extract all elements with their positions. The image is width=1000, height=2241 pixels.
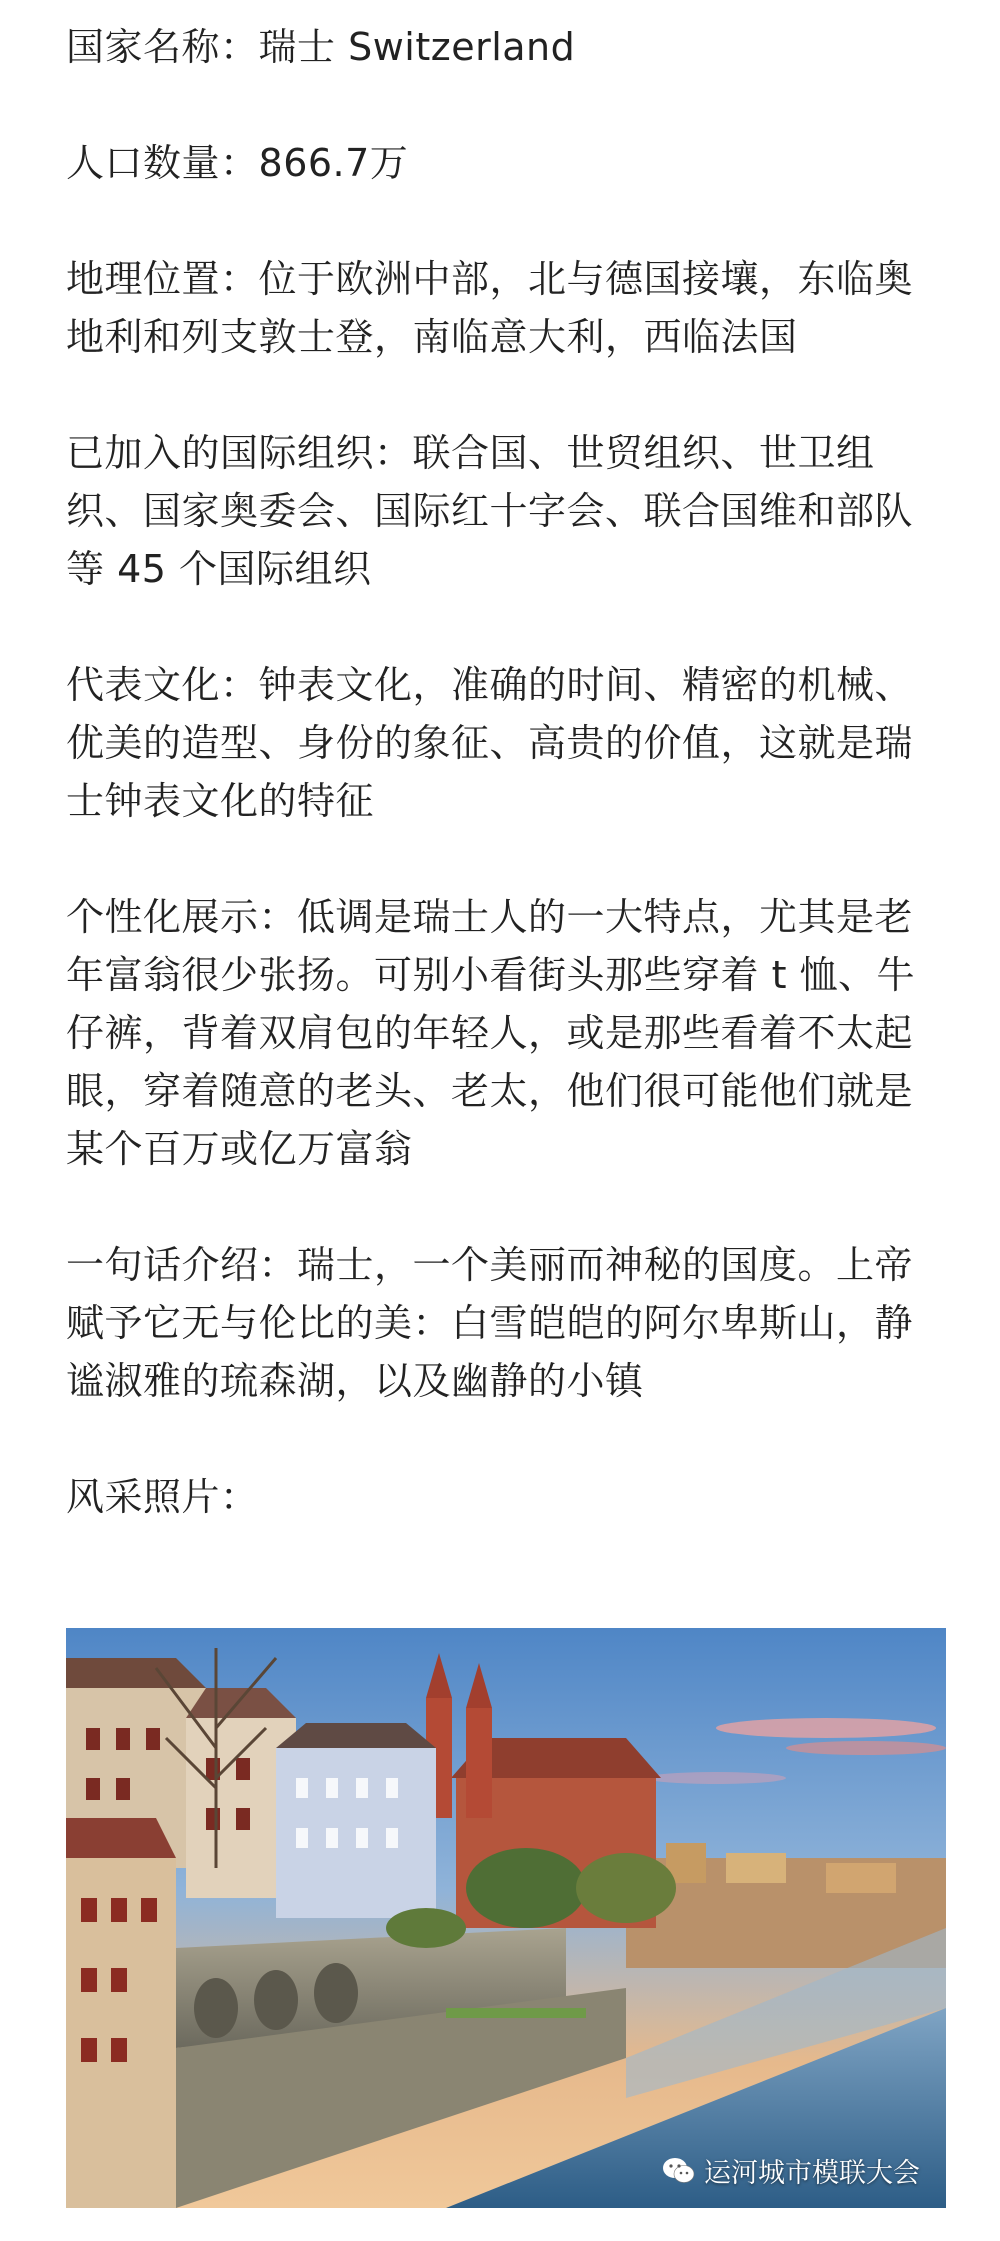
section-label: 一句话介绍： [66, 1243, 298, 1287]
section-label: 人口数量： [66, 141, 259, 185]
section-country-name [66, 18, 946, 76]
section-label: 个性化展示： [66, 895, 298, 939]
wechat-icon [662, 2156, 696, 2186]
section-personality [66, 888, 946, 1178]
section-photos [66, 1468, 946, 1526]
section-location [66, 250, 946, 366]
section-text: 联合国、世贸组织、世卫组织、国家奥委会、国际红十字会、联合国维和部队等 45 个国际组织 [66, 431, 914, 591]
section-population [66, 134, 946, 192]
article-body [66, 18, 946, 1584]
watermark-text: 运河城市模联大会 [704, 2158, 920, 2189]
section-label: 地理位置： [66, 257, 259, 301]
section-text: 瑞士 Switzerland [258, 25, 576, 69]
section-label: 风采照片： [66, 1475, 259, 1519]
section-one-sentence [66, 1236, 946, 1410]
section-text: 低调是瑞士人的一大特点，尤其是老年富翁很少张扬。可别小看街头那些穿着 t 恤、牛仔裤，背着双肩包的年轻人，或是那些看着不太起眼，穿着随意的老头、老太，他们很可能他们就是某个百万或亿万富翁 [66, 895, 916, 1171]
section-text: 钟表文化，准确的时间、精密的机械、优美的造型、身份的象征、高贵的价值，这就是瑞士钟表文化的特征 [66, 663, 914, 823]
section-organizations [66, 424, 946, 598]
section-text: 瑞士，一个美丽而神秘的国度。上帝赋予它无与伦比的美：白雪皑皑的阿尔卑斯山，静谧淑雅的琉森湖，以及幽静的小镇 [66, 1243, 914, 1403]
section-label: 已加入的国际组织： [66, 431, 413, 475]
section-text: 866.7万 [258, 141, 409, 185]
section-culture [66, 656, 946, 830]
section-text: 位于欧洲中部，北与德国接壤，东临奥地利和列支敦士登，南临意大利，西临法国 [66, 257, 914, 359]
scenery-photo [66, 1628, 946, 2208]
section-label: 代表文化： [66, 663, 259, 707]
section-label: 国家名称： [66, 25, 259, 69]
source-watermark [662, 2151, 920, 2190]
